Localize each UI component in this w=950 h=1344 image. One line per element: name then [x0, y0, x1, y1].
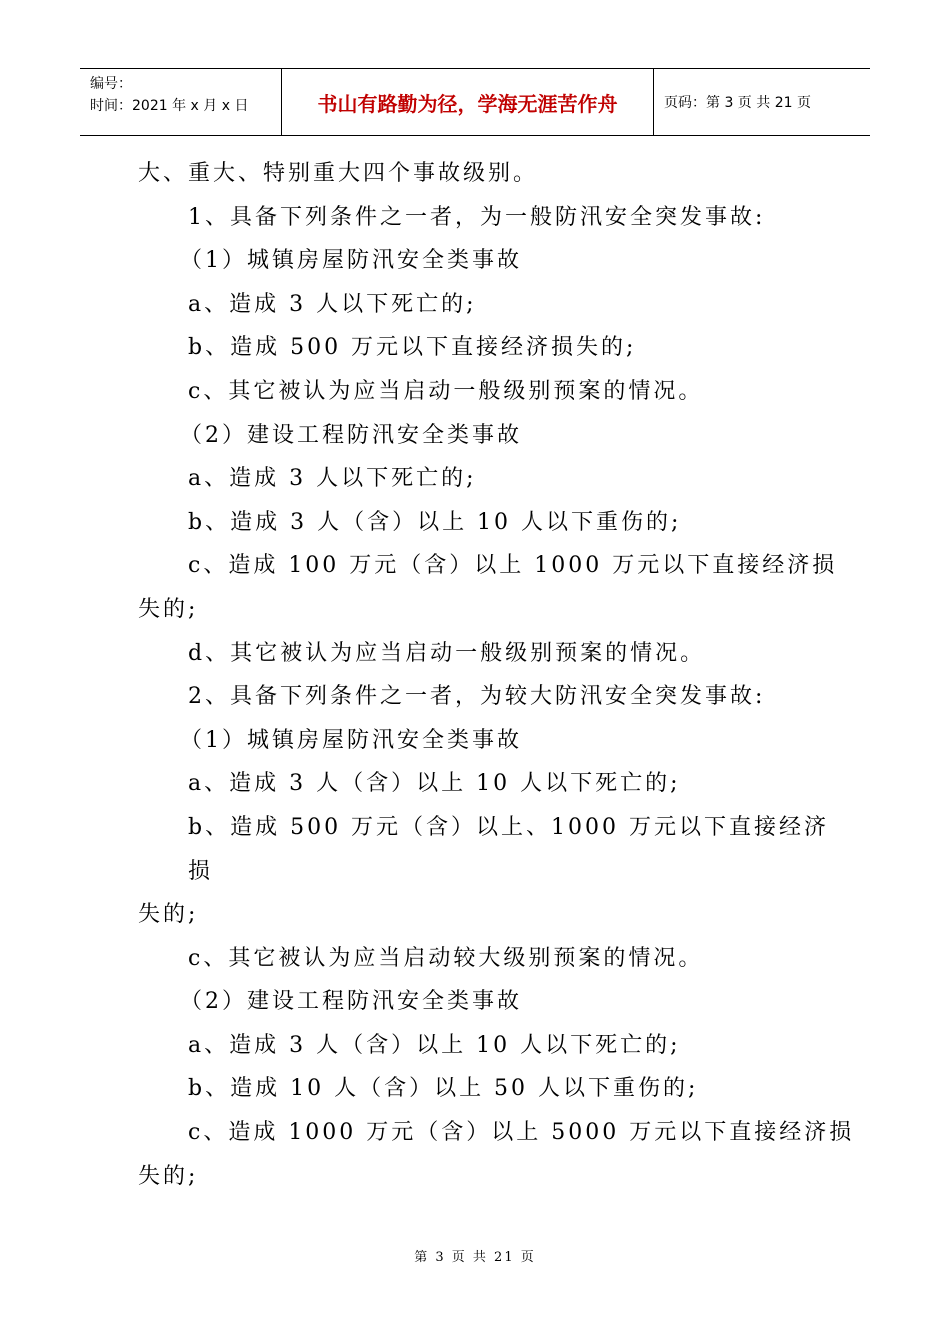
body-line: b、造成 500 万元以下直接经济损失的;	[188, 335, 637, 361]
body-line: 失的;	[138, 902, 199, 928]
body-line: c、其它被认为应当启动一般级别预案的情况。	[188, 378, 704, 404]
body-line: 失的;	[138, 1163, 199, 1189]
body-line: 损	[188, 858, 214, 884]
body-line: （2）建设工程防汛安全类事故	[180, 422, 522, 448]
header-page-info: 页码：第 3 页 共 21 页	[664, 95, 811, 111]
body-line: a、造成 3 人（含）以上 10 人以下死亡的;	[188, 771, 681, 797]
page-header	[80, 68, 870, 136]
body-line: b、造成 10 人（含）以上 50 人以下重伤的;	[188, 1076, 699, 1102]
body-line: 1、具备下列条件之一者，为一般防汛安全突发事故:	[188, 204, 766, 230]
body-line: c、造成 100 万元（含）以上 1000 万元以下直接经济损	[188, 553, 838, 579]
document-number-label: 编号：	[90, 76, 132, 92]
body-line: c、造成 1000 万元（含）以上 5000 万元以下直接经济损	[188, 1120, 855, 1146]
body-line: c、其它被认为应当启动较大级别预案的情况。	[188, 945, 704, 971]
body-line: a、造成 3 人以下死亡的;	[188, 466, 477, 492]
body-line: （2）建设工程防汛安全类事故	[180, 989, 522, 1015]
header-motto: 书山有路勤为径，学海无涯苦作舟	[282, 69, 654, 135]
body-line: b、造成 3 人（含）以上 10 人以下重伤的;	[188, 509, 682, 535]
body-line: b、造成 500 万元（含）以上、1000 万元以下直接经济	[188, 814, 830, 840]
body-line: a、造成 3 人以下死亡的;	[188, 291, 477, 317]
body-line: （1）城镇房屋防汛安全类事故	[180, 727, 522, 753]
page-footer: 第 3 页 共 21 页	[414, 1250, 536, 1265]
body-line: 失的;	[138, 596, 199, 622]
body-line: 2、具备下列条件之一者，为较大防汛安全突发事故:	[188, 684, 766, 710]
body-line: d、其它被认为应当启动一般级别预案的情况。	[188, 640, 706, 666]
document-body	[138, 152, 855, 1198]
body-line: 大、重大、特别重大四个事故级别。	[138, 161, 539, 186]
header-meta	[80, 69, 282, 135]
body-line: a、造成 3 人（含）以上 10 人以下死亡的;	[188, 1032, 681, 1058]
document-time-label: 时间：2021 年 x 月 x 日	[90, 98, 249, 114]
body-line: （1）城镇房屋防汛安全类事故	[180, 248, 522, 274]
